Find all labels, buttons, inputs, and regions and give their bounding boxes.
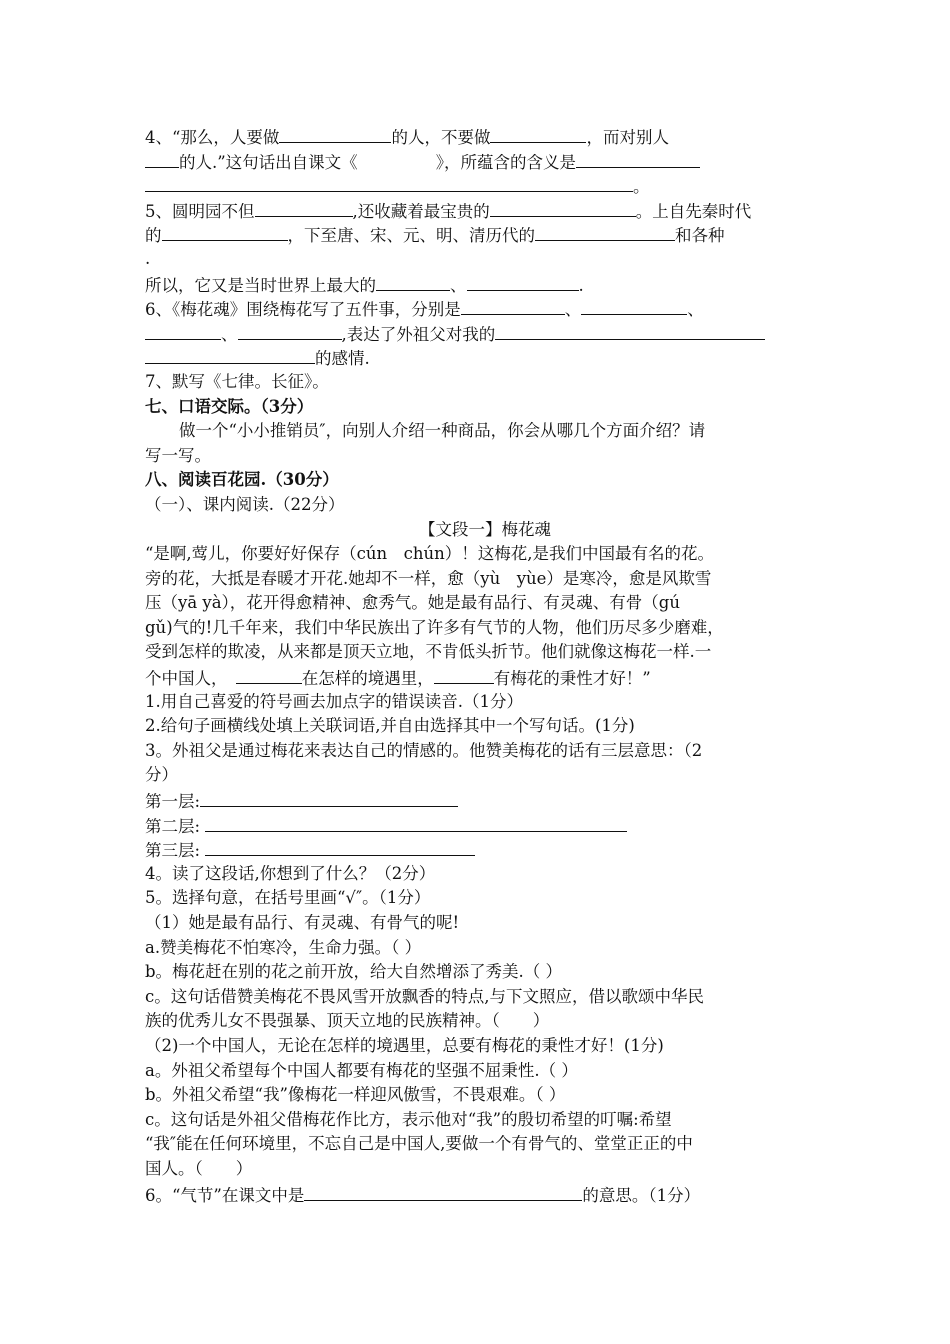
reading-q5-part-2: （2)一个中国人，无论在怎样的境遇里，总要有梅花的秉性才好！(1分)	[145, 1035, 664, 1055]
layer-3-blank[interactable]	[205, 837, 475, 856]
q5-blank-4[interactable]	[535, 222, 675, 241]
section-7-prompt-2: 写一写。	[145, 445, 211, 465]
reading-q5-1-option-c-line-2[interactable]: 族的优秀儿女不畏强暴、顶天立地的民族精神。（ ）	[145, 1011, 550, 1031]
q5-text-4a: 所以，它又是当时世界上最大的	[145, 275, 376, 295]
q4-line-2	[145, 149, 825, 174]
q5-text-4c: .	[578, 275, 584, 295]
section-7-prompt-1: 做一个“小小推销员″，向别人介绍一种商品，你会从哪几个方面介绍？请	[179, 421, 706, 441]
reading-q3-line-2: 分）	[145, 765, 178, 785]
layer-3-label: 第三层:	[145, 841, 201, 861]
reading-q5-part-1: （1）她是最有品行、有灵魂、有骨气的呢!	[145, 913, 460, 932]
q5-blank-3[interactable]	[162, 222, 288, 241]
reading-q5-2-option-a[interactable]: a。外祖父希望每个中国人都要有梅花的坚强不屈秉性.（ ）	[145, 1060, 578, 1080]
layer-1-label: 第一层:	[145, 792, 201, 812]
q5-text-1c: 。上自先秦时代	[635, 201, 752, 221]
q4-line-1	[145, 124, 825, 149]
passage-blank-2[interactable]	[434, 665, 494, 684]
q4-blank-1[interactable]	[279, 124, 391, 143]
q5-blank-1[interactable]	[255, 198, 353, 217]
layer-2-line	[145, 813, 825, 838]
q5-text-4b: 、	[450, 275, 467, 295]
passage-line-4: gǔ)气的!几千年来，我们中华民族出了许多有气节的人物，他们历尽多少磨难，	[145, 617, 724, 637]
q6-text-1a: 6、《梅花魂》围绕梅花写了五件事，分别是	[145, 300, 461, 320]
q4-text-1a: 4、“那么，人要做	[145, 128, 280, 147]
q4-blank-5[interactable]	[145, 173, 633, 192]
q6-line-2	[145, 321, 825, 346]
q5-text-2b: ，下至唐、宋、元、明、清历代的	[287, 226, 535, 246]
q5-line-4	[145, 272, 825, 297]
reading-q5-2-option-b[interactable]: b。外祖父希望“我”像梅花一样迎风傲雪，不畏艰难。（ ）	[145, 1085, 566, 1105]
q5-blank-5[interactable]	[376, 272, 450, 291]
passage-line-5: 受到怎样的欺凌，从来都是顶天立地，不肯低头折节。他们就像这梅花一样.一	[145, 642, 712, 662]
passage-line-2: 旁的花，大抵是春暖才开花.她却不一样，愈（yù yùe）是寒冷，愈是风欺雪	[145, 568, 712, 588]
document-page	[145, 124, 825, 1206]
passage-line-1: “是啊,莺儿，你要好好保存（cún chún）！这梅花,是我们中国最有名的花。	[145, 544, 715, 564]
q6-blank-3[interactable]	[145, 321, 221, 340]
q5-blank-6[interactable]	[467, 272, 579, 291]
q6-text-1c: 、	[687, 300, 704, 320]
passage-title: 【文段一】梅花魂	[419, 519, 551, 539]
q4-text-2a: 的人.”这句话出自课文《	[179, 152, 358, 172]
q6-blank-2[interactable]	[581, 296, 687, 315]
q6-blank-6[interactable]	[145, 345, 315, 364]
q5-blank-2[interactable]	[490, 198, 636, 217]
q6-line-3	[145, 345, 825, 370]
section-8-heading: 八、阅读百花园.（30分）	[145, 470, 339, 490]
layer-2-label: 第二层:	[145, 816, 201, 836]
passage-text-6b: 在怎样的境遇里，	[301, 669, 434, 689]
reading-q6-text-b: 的意思。（1分）	[582, 1185, 701, 1205]
q5-text-2a: 的	[145, 226, 162, 246]
section-7-heading: 七、口语交际。（3分）	[145, 396, 314, 416]
q6-text-3a: 的感情.	[315, 349, 370, 369]
q6-text-2a: 、	[221, 324, 238, 344]
reading-q5: 5。选择句意，在括号里画“√″。（1分）	[145, 888, 431, 908]
q5-text-2c: 和各种	[675, 226, 725, 246]
layer-1-blank[interactable]	[200, 788, 458, 807]
passage-blank-1[interactable]	[236, 665, 302, 684]
q5-line-3	[145, 247, 825, 272]
q4-line-3	[145, 173, 825, 198]
q6-blank-5[interactable]	[495, 321, 765, 340]
q5-text-1b: ,还收藏着最宝贵的	[352, 201, 490, 221]
passage-line-3: 压（yā yà），花开得愈精神、愈秀气。她是最有品行、有灵魂、有骨（gú	[145, 593, 681, 613]
q4-blank-4[interactable]	[576, 149, 700, 168]
q4-text-1b: 的人，不要做	[391, 128, 491, 147]
reading-q5-2-option-c-line-3[interactable]: 国人。（ ）	[145, 1158, 253, 1178]
layer-2-blank[interactable]	[205, 813, 627, 832]
q6-text-1b: 、	[564, 300, 582, 320]
q7-line: 7、默写《七律。长征》。	[145, 371, 329, 391]
reading-q5-2-option-c-line-2[interactable]: “我″能在任何环境里，不忘自己是中国人,要做一个有骨气的、堂堂正正的中	[145, 1134, 693, 1154]
q5-line-2	[145, 222, 825, 247]
q6-text-2b: ,表达了外祖父对我的	[341, 324, 496, 344]
reading-q2: 2.给句子画横线处填上关联词语,并自由选择其中一个写句话。(1分)	[145, 716, 635, 736]
q4-blank-2[interactable]	[490, 124, 586, 143]
reading-q5-2-option-c-line-1[interactable]: c。这句话是外祖父借梅花作比方，表示他对“我”的殷切希望的叮嘱:希望	[145, 1109, 672, 1129]
reading-q6-line	[145, 1182, 825, 1207]
reading-q4: 4。读了这段话,你想到了什么？（2分）	[145, 863, 436, 883]
q4-blank-3[interactable]	[145, 149, 179, 168]
reading-q6-blank[interactable]	[304, 1182, 582, 1201]
layer-1-line	[145, 788, 825, 813]
q4-text-1c: ，而对别人	[586, 128, 669, 147]
reading-q1: 1.用自己喜爱的符号画去加点字的错误读音.（1分）	[145, 691, 523, 711]
q5-line-1	[145, 198, 825, 223]
q5-text-3: .	[145, 248, 151, 268]
reading-q6-text-a: 6。“气节”在课文中是	[145, 1185, 305, 1205]
q6-blank-1[interactable]	[461, 296, 565, 315]
q4-text-2b: 》，所蕴含的含义是	[435, 152, 576, 172]
section-8-subheading: （一）、课内阅读.（22分）	[145, 494, 345, 514]
q4-text-3a: 。	[633, 177, 650, 197]
reading-q5-1-option-a[interactable]: a.赞美梅花不怕寒冷，生命力强。（ ）	[145, 937, 422, 957]
layer-3-line	[145, 837, 825, 862]
reading-q5-1-option-c-line-1[interactable]: c。这句话借赞美梅花不畏风雪开放飘香的特点,与下文照应，借以歌颂中华民	[145, 986, 704, 1006]
passage-text-6c: 有梅花的秉性才好！”	[493, 669, 651, 689]
q5-text-1a: 5、圆明园不但	[145, 201, 255, 221]
passage-line-6	[145, 665, 825, 690]
q6-line-1	[145, 296, 825, 321]
reading-q5-1-option-b[interactable]: b。梅花赶在别的花之前开放，给大自然增添了秀美.（ ）	[145, 962, 563, 982]
reading-q3-line-1: 3。外祖父是通过梅花来表达自己的情感的。他赞美梅花的话有三层意思：（2	[145, 740, 703, 760]
q6-blank-4[interactable]	[238, 321, 342, 340]
passage-text-6a: 个中国人，	[145, 669, 236, 689]
